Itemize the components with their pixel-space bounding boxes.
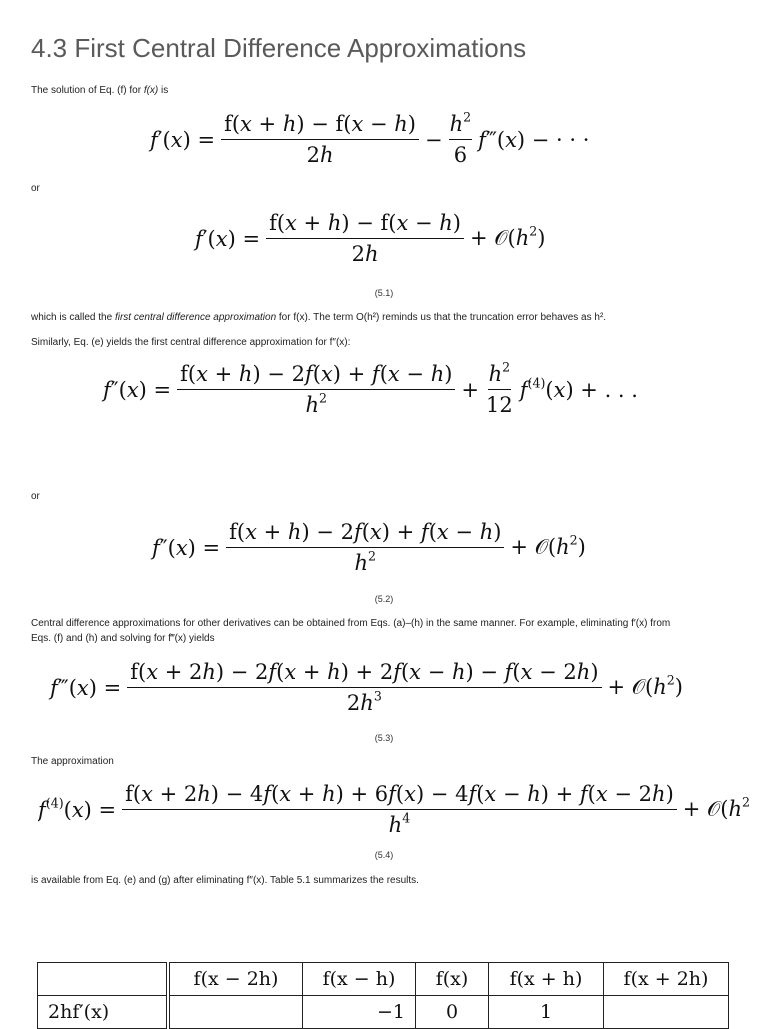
first-derivative-series-equation: f′(x) = $\frac{f(x + h) - f(x - h)}{2h}$ − $\frac{h^2}{6}$ f‴(x) − · · ·	[150, 109, 590, 167]
central-difference-paragraph	[31, 312, 606, 323]
or-label-2: or	[31, 491, 40, 502]
table-header-cell: f(x + 2h)	[604, 963, 729, 996]
second-derivative-intro: Similarly, Eq. (e) yields the first central difference approximation for f″(x):	[31, 337, 351, 348]
table-cell: −1	[303, 996, 416, 1029]
page-title: 4.3 First Central Difference Approximations	[31, 33, 527, 63]
equation-5-4: $f^{(4)}(x)$ = $\frac{f(x + 2h) - 4f(x + h) + 6f(x) - 4f(x - h) + f(x - 2h)}{h^4}$ + $𝒪(h^2$	[38, 782, 751, 837]
other-derivatives-paragraph-line1: Central difference approximations for other derivatives can be obtained from Eqs. (a)–(h) in the same manner. For example, eliminating f′(x) from	[31, 618, 671, 629]
equation-5-3: f‴(x) = $\frac{f(x + 2h) - 2f(x + h) + 2f(x - h) - f(x - 2h)}{2h^3}$ + $𝒪(h^2)$	[50, 660, 683, 715]
or-label-1: or	[31, 183, 40, 194]
table-row-label: 2hf′(x)	[38, 996, 169, 1029]
equation-number-5-1: (5.1)	[374, 288, 394, 298]
approximation-label: The approximation	[31, 756, 114, 767]
summary-paragraph: is available from Eq. (e) and (g) after eliminating f″(x). Table 5.1 summarizes the results.	[31, 875, 419, 886]
cd-text-a: which is called the	[31, 312, 115, 323]
intro-text-fx: f(x)	[143, 85, 159, 96]
table-header-cell: f(x)	[416, 963, 489, 996]
table-header-cell: f(x − h)	[303, 963, 416, 996]
intro-text-a: The solution of Eq. (f) for	[31, 85, 144, 96]
table-header-cell: f(x − 2h)	[168, 963, 303, 996]
cd-text-c: for f(x). The term O(h²) reminds us that the truncation error behaves as h².	[276, 312, 607, 323]
table-cell: 1	[489, 996, 604, 1029]
other-derivatives-paragraph-line2: Eqs. (f) and (h) and solving for f‴(x) yields	[31, 633, 215, 644]
table-header-cell	[38, 963, 169, 996]
difference-coefficients-table	[37, 962, 729, 1029]
equation-number-5-2: (5.2)	[374, 594, 394, 604]
equation-5-1: f′(x) = $\frac{f(x + h) - f(x - h)}{2h}$ + $𝒪(h^2)$	[195, 211, 546, 266]
equation-5-2: f″(x) = $\frac{f(x + h) - 2f(x) + f(x - h)}{h^2}$ + $𝒪(h^2)$	[152, 520, 586, 575]
table-cell: 0	[416, 996, 489, 1029]
intro-paragraph	[31, 85, 168, 96]
second-derivative-series-equation: f″(x) = $\frac{f(x + h) - 2f(x) + f(x - h)}{h^2}$ + $\frac{h^2}{12}$ $f^{(4)}(x)$ + . . .	[103, 359, 638, 417]
intro-text-c: is	[158, 85, 169, 96]
equation-number-5-3: (5.3)	[374, 733, 394, 743]
table-header-row	[38, 963, 729, 996]
table-header-cell: f(x + h)	[489, 963, 604, 996]
cd-text-emph: first central difference approximation	[114, 312, 277, 323]
equation-number-5-4: (5.4)	[374, 850, 394, 860]
